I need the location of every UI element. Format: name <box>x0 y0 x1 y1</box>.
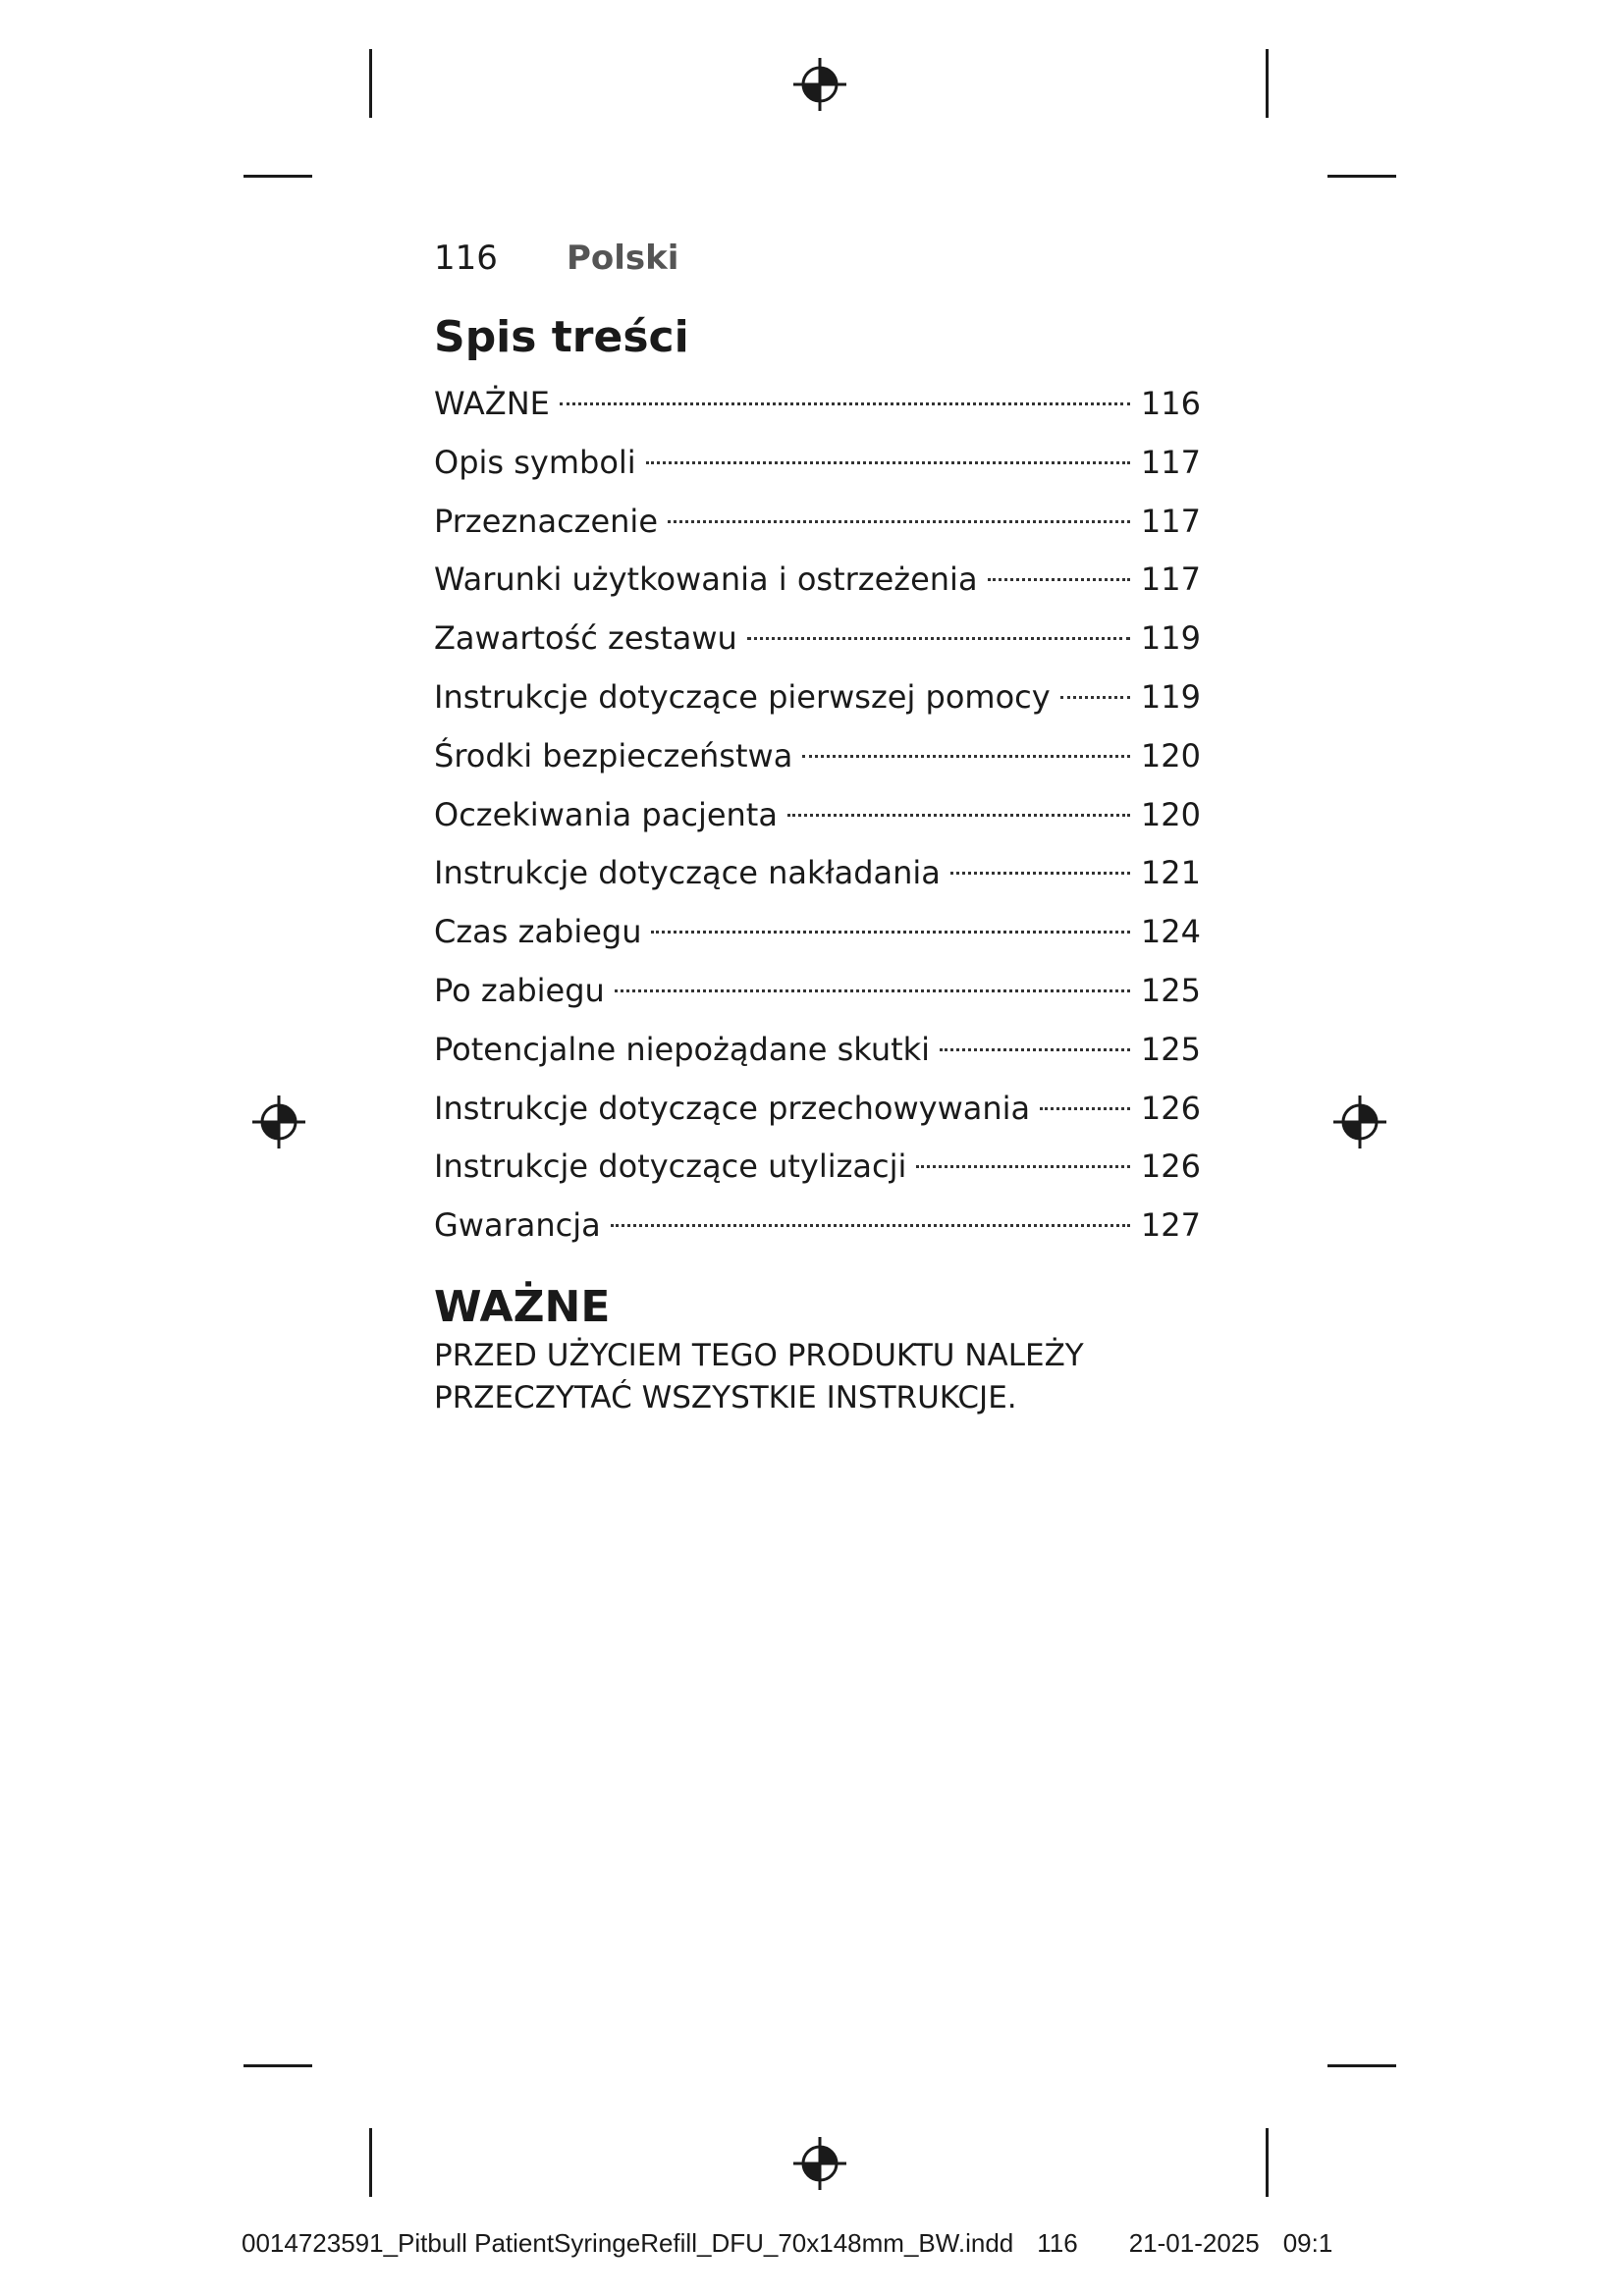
toc-entry-label: Gwarancja <box>434 1206 601 1245</box>
crop-mark <box>244 2064 312 2067</box>
section-title: WAŻNE <box>434 1282 611 1332</box>
toc-entry-page: 126 <box>1140 1148 1201 1186</box>
toc-entry-page: 121 <box>1140 854 1201 892</box>
toc-entry <box>434 903 1201 962</box>
registration-mark-icon <box>1333 1095 1386 1148</box>
toc-entry-label: Przeznaczenie <box>434 502 658 540</box>
toc-entry-label: Czas zabiegu <box>434 913 642 951</box>
section-body-line: PRZECZYTAĆ WSZYSTKIE INSTRUKCJE. <box>434 1380 1017 1415</box>
toc-entry <box>434 727 1201 786</box>
toc-leader-dots <box>940 1048 1130 1051</box>
toc-entry <box>434 551 1201 610</box>
toc-entry <box>434 962 1201 1021</box>
toc-entry-page: 125 <box>1140 971 1201 1009</box>
toc-leader-dots <box>802 755 1130 758</box>
toc-entry <box>434 375 1201 434</box>
registration-mark-icon <box>252 1095 305 1148</box>
crop-mark <box>369 2128 372 2197</box>
toc-entry <box>434 1138 1201 1197</box>
toc-entry-page: 116 <box>1140 385 1201 422</box>
toc-entry-label: Warunki użytkowania i ostrzeżenia <box>434 561 978 599</box>
toc-entry-page: 119 <box>1140 619 1201 658</box>
toc-entry <box>434 786 1201 845</box>
toc-entry-page: 117 <box>1140 502 1201 540</box>
toc-entry-label: Potencjalne niepożądane skutki <box>434 1030 931 1068</box>
toc-entry <box>434 610 1201 668</box>
toc-leader-dots <box>916 1165 1130 1168</box>
toc-entry-label: Zawartość zestawu <box>434 619 737 658</box>
crop-mark <box>1327 2064 1396 2067</box>
toc-entry-page: 125 <box>1140 1030 1201 1068</box>
table-of-contents <box>434 375 1201 1255</box>
toc-entry <box>434 1197 1201 1255</box>
toc-entry-label: Środki bezpieczeństwa <box>434 736 793 774</box>
toc-leader-dots <box>787 814 1130 817</box>
toc-leader-dots <box>988 578 1130 581</box>
toc-leader-dots <box>615 989 1130 992</box>
toc-entry-page: 117 <box>1140 561 1201 599</box>
section-body-line: PRZED UŻYCIEM TEGO PRODUKTU NALEŻY <box>434 1338 1084 1373</box>
crop-mark <box>369 49 372 118</box>
toc-entry <box>434 1080 1201 1139</box>
toc-leader-dots <box>668 520 1130 523</box>
crop-mark <box>1327 175 1396 178</box>
toc-leader-dots <box>611 1224 1130 1227</box>
language-label: Polski <box>567 239 679 278</box>
registration-mark-icon <box>793 58 846 111</box>
page-header <box>434 234 678 283</box>
toc-leader-dots <box>651 931 1130 934</box>
toc-leader-dots <box>950 872 1130 875</box>
toc-entry-label: Instrukcje dotyczące pierwszej pomocy <box>434 677 1051 716</box>
toc-leader-dots <box>747 637 1130 640</box>
toc-entry-label: Instrukcje dotyczące utylizacji <box>434 1148 907 1186</box>
toc-entry <box>434 493 1201 552</box>
slug-filename: 0014723591_Pitbull PatientSyringeRefill_DFU_70x148mm_BW.indd <box>242 2228 1014 2258</box>
toc-entry-label: Opis symboli <box>434 443 636 481</box>
toc-leader-dots <box>646 461 1130 464</box>
toc-entry-page: 124 <box>1140 913 1201 951</box>
toc-leader-dots <box>1040 1107 1130 1110</box>
slug-page: 116 <box>1037 2228 1078 2258</box>
print-slug <box>242 2225 1400 2261</box>
toc-entry-label: Po zabiegu <box>434 971 605 1009</box>
registration-mark-icon <box>793 2137 846 2190</box>
toc-entry <box>434 434 1201 493</box>
toc-entry-label: WAŻNE <box>434 385 550 422</box>
toc-entry-page: 119 <box>1140 677 1201 716</box>
toc-entry <box>434 1021 1201 1080</box>
toc-leader-dots <box>1060 696 1130 699</box>
crop-mark <box>244 175 312 178</box>
toc-entry-page: 120 <box>1140 736 1201 774</box>
section-body <box>434 1335 1180 1419</box>
toc-entry-page: 127 <box>1140 1206 1201 1245</box>
page-number: 116 <box>434 239 498 278</box>
slug-time: 09:1 <box>1282 2228 1333 2258</box>
toc-entry <box>434 668 1201 727</box>
toc-entry-label: Instrukcje dotyczące przechowywania <box>434 1089 1031 1127</box>
toc-entry <box>434 844 1201 903</box>
crop-mark <box>1266 2128 1269 2197</box>
toc-leader-dots <box>560 402 1130 405</box>
toc-entry-page: 120 <box>1140 795 1201 833</box>
toc-entry-page: 126 <box>1140 1089 1201 1127</box>
toc-entry-label: Instrukcje dotyczące nakładania <box>434 854 941 892</box>
toc-entry-page: 117 <box>1140 443 1201 481</box>
slug-date: 21-01-2025 <box>1128 2228 1260 2258</box>
toc-entry-label: Oczekiwania pacjenta <box>434 795 778 833</box>
crop-mark <box>1266 49 1269 118</box>
toc-title: Spis treści <box>434 312 689 362</box>
